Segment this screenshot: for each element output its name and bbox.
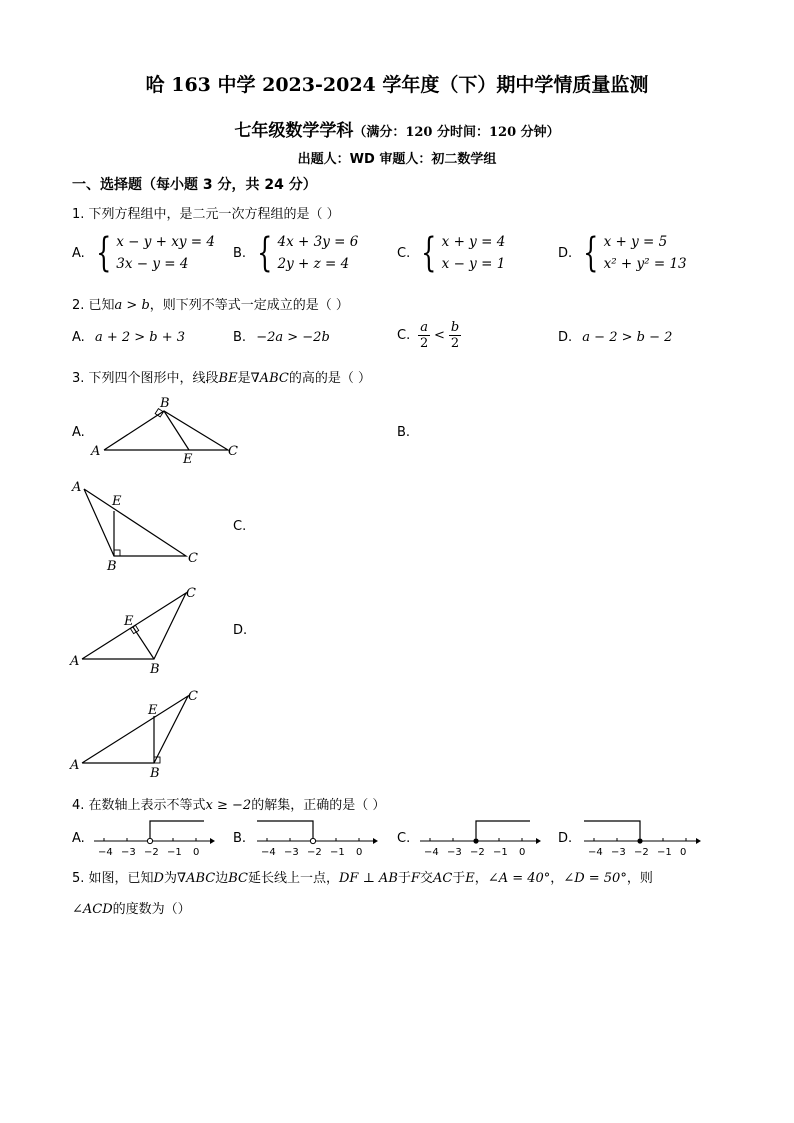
q4-option-b[interactable]: B. — [233, 831, 247, 846]
numerator: b — [450, 320, 460, 335]
q5-math: F — [410, 871, 420, 886]
option-expression: a + 2 > b + 3 — [94, 330, 186, 345]
option-label: C. — [397, 245, 411, 261]
q5-math: ∇ABC — [177, 871, 216, 886]
solution-ray — [257, 821, 313, 838]
relation: < — [433, 328, 445, 343]
q5-math: AC — [432, 871, 453, 886]
triangle-outline — [104, 411, 228, 450]
tick-label: −2 — [144, 847, 159, 858]
closed-endpoint — [473, 838, 478, 843]
q5-math: E — [465, 871, 475, 886]
q5-text: 的度数为（） — [112, 902, 191, 917]
fraction-a-over-2 — [418, 320, 430, 351]
q4-number-line-c — [416, 815, 541, 860]
q5-text: 延长线上一点， — [247, 871, 339, 886]
tick-label: −4 — [588, 847, 603, 858]
point-c: C — [228, 444, 238, 459]
equation: x + y = 4 — [441, 234, 506, 250]
equation-system: { x + y = 5 x² + y² = 13 — [583, 230, 687, 276]
tick-label: 0 — [519, 847, 526, 858]
option-label: B. — [233, 330, 247, 345]
tick-label: −4 — [424, 847, 439, 858]
segment-be — [164, 411, 189, 450]
point-b: B — [150, 766, 160, 781]
equation: x² + y² = 13 — [603, 256, 687, 272]
q5-text: ，则 — [626, 871, 653, 886]
tick-label: −2 — [634, 847, 649, 858]
equation-system: { x + y = 4 x − y = 1 — [421, 230, 506, 276]
tick-label: −1 — [493, 847, 508, 858]
equation-system: { 4x + 3y = 6 2y + z = 4 — [257, 230, 359, 276]
q3-figure-a — [88, 395, 248, 470]
triangle-outline — [82, 696, 188, 763]
option-label: C. — [397, 328, 411, 343]
equation: 3x − y = 4 — [116, 256, 189, 272]
tick-label: −3 — [121, 847, 136, 858]
point-b: B — [107, 559, 117, 573]
tick-label: 0 — [680, 847, 687, 858]
q5-text: 边 — [215, 871, 229, 886]
exam-subtitle — [0, 116, 794, 141]
numerator: a — [420, 320, 428, 335]
tick-label: −3 — [611, 847, 626, 858]
page-title: 哈 163 中学 2023-2024 学年度（下）期中学情质量监测 — [145, 74, 649, 96]
option-label: D. — [558, 245, 573, 261]
score-time-info: （满分：120 分时间：120 分钟） — [353, 125, 560, 140]
q2-option-b[interactable] — [233, 330, 330, 345]
point-a: A — [72, 480, 82, 495]
q4-number-line-d — [580, 815, 705, 860]
tick-label: 0 — [193, 847, 200, 858]
equation: 4x + 3y = 6 — [277, 234, 359, 250]
tick-label: −3 — [447, 847, 462, 858]
q3-stem — [72, 367, 371, 386]
denominator: 2 — [419, 336, 429, 351]
option-label: D. — [558, 330, 573, 345]
q4-stem — [72, 794, 385, 813]
q3-stem-text: 3. 下列四个图形中，线段 — [72, 371, 219, 386]
q5-text: 交 — [419, 871, 433, 886]
q4-number-line-b — [253, 815, 378, 860]
q5-math: ∠ACD — [72, 902, 113, 917]
equation: x − y = 1 — [441, 256, 506, 272]
q5-text: 为 — [163, 871, 177, 886]
equation-system: { x − y + xy = 4 3x − y = 4 — [95, 230, 216, 276]
triangle-name: ∇ABC — [250, 371, 289, 386]
tick-label: −2 — [470, 847, 485, 858]
equation: x + y = 5 — [603, 234, 668, 250]
point-e: E — [112, 494, 122, 509]
solution-ray — [150, 821, 204, 838]
point-e: E — [183, 452, 193, 467]
q5-text: ， — [550, 871, 564, 886]
q5-math: DF ⊥ AB — [339, 871, 398, 886]
q3-option-c[interactable]: C. — [233, 519, 247, 534]
q3-option-d[interactable]: D. — [233, 623, 248, 638]
q2-option-d[interactable] — [558, 330, 672, 345]
point-e: E — [148, 703, 158, 718]
q2-option-a[interactable] — [72, 330, 185, 345]
tick-label: 0 — [356, 847, 363, 858]
q5-text: 5. 如图，已知 — [72, 871, 154, 886]
tick-label: −1 — [657, 847, 672, 858]
q4-stem-text: 的解集，正确的是（ ） — [251, 798, 386, 813]
equation: x − y + xy = 4 — [116, 234, 216, 250]
q1-option-a[interactable] — [72, 231, 215, 275]
q5-stem-line1 — [72, 867, 653, 886]
q3-option-b[interactable]: B. — [397, 425, 411, 440]
q4-option-c[interactable]: C. — [397, 831, 411, 846]
q5-text: ， — [474, 871, 488, 886]
option-expression: −2a > −2b — [256, 330, 330, 345]
q5-math: D — [153, 871, 164, 886]
q4-number-line-a — [90, 815, 215, 860]
q4-stem-text: 4. 在数轴上表示不等式 — [72, 798, 206, 813]
equation: 2y + z = 4 — [277, 256, 350, 272]
segment-name: BE — [218, 371, 238, 386]
q5-stem-line2 — [72, 898, 191, 917]
option-label: B. — [233, 245, 247, 261]
closed-endpoint — [637, 838, 642, 843]
open-endpoint — [310, 838, 315, 843]
subject-label: 七年级数学学科 — [234, 121, 354, 141]
fraction-b-over-2 — [449, 320, 461, 351]
point-a: A — [70, 654, 80, 669]
q5-text: 于 — [452, 871, 466, 886]
q2-stem-text: ，则下列不等式一定成立的是（ ） — [149, 298, 349, 313]
point-a: A — [91, 444, 101, 459]
point-c: C — [186, 586, 196, 601]
q5-text: 于 — [397, 871, 411, 886]
tick-label: −3 — [284, 847, 299, 858]
q1-stem: 1. 下列方程组中，是二元一次方程组的是（ ） — [72, 207, 340, 222]
tick-label: −2 — [307, 847, 322, 858]
q4-option-d[interactable]: D. — [558, 831, 573, 846]
q5-math: ∠A = 40° — [487, 871, 551, 886]
q3-option-a[interactable]: A. — [72, 425, 85, 440]
tick-label: −1 — [330, 847, 345, 858]
solution-ray — [476, 821, 530, 838]
q1-option-c[interactable] — [397, 231, 505, 275]
solution-ray — [584, 821, 640, 838]
section-heading: 一、选择题（每小题 3 分，共 24 分） — [72, 177, 317, 193]
q3-figure-d — [68, 686, 208, 781]
point-a: A — [70, 758, 80, 773]
triangle-outline — [84, 489, 186, 556]
point-c: C — [188, 689, 198, 704]
point-b: B — [160, 396, 170, 411]
tick-label: −4 — [261, 847, 276, 858]
setters-line: 出题人：WD 审题人：初二数学组 — [297, 152, 497, 167]
q2-stem-text: 2. 已知 — [72, 298, 115, 313]
q3-stem-text: 的高的是（ ） — [288, 371, 371, 386]
q1-option-b[interactable] — [233, 231, 358, 275]
q3-figure-b — [68, 478, 208, 573]
option-label: A. — [72, 330, 85, 345]
q2-stem — [72, 294, 349, 313]
q1-option-d[interactable] — [558, 231, 687, 275]
option-expression: a − 2 > b − 2 — [582, 330, 673, 345]
open-endpoint — [147, 838, 152, 843]
q5-math: BC — [228, 871, 248, 886]
q3-stem-text: 是 — [237, 371, 251, 386]
point-c: C — [188, 551, 198, 566]
option-label: A. — [72, 245, 85, 261]
inequality: x ≥ −2 — [205, 798, 252, 813]
tick-label: −1 — [167, 847, 182, 858]
q4-option-a[interactable]: A. — [72, 831, 85, 846]
q5-math: ∠D = 50° — [563, 871, 627, 886]
q2-option-c[interactable] — [397, 320, 461, 351]
point-e: E — [124, 614, 134, 629]
right-angle-mark — [114, 550, 120, 556]
q3-figure-c — [68, 583, 208, 678]
denominator: 2 — [450, 336, 460, 351]
point-b: B — [150, 662, 160, 677]
q2-condition: a > b — [114, 298, 150, 313]
tick-label: −4 — [98, 847, 113, 858]
